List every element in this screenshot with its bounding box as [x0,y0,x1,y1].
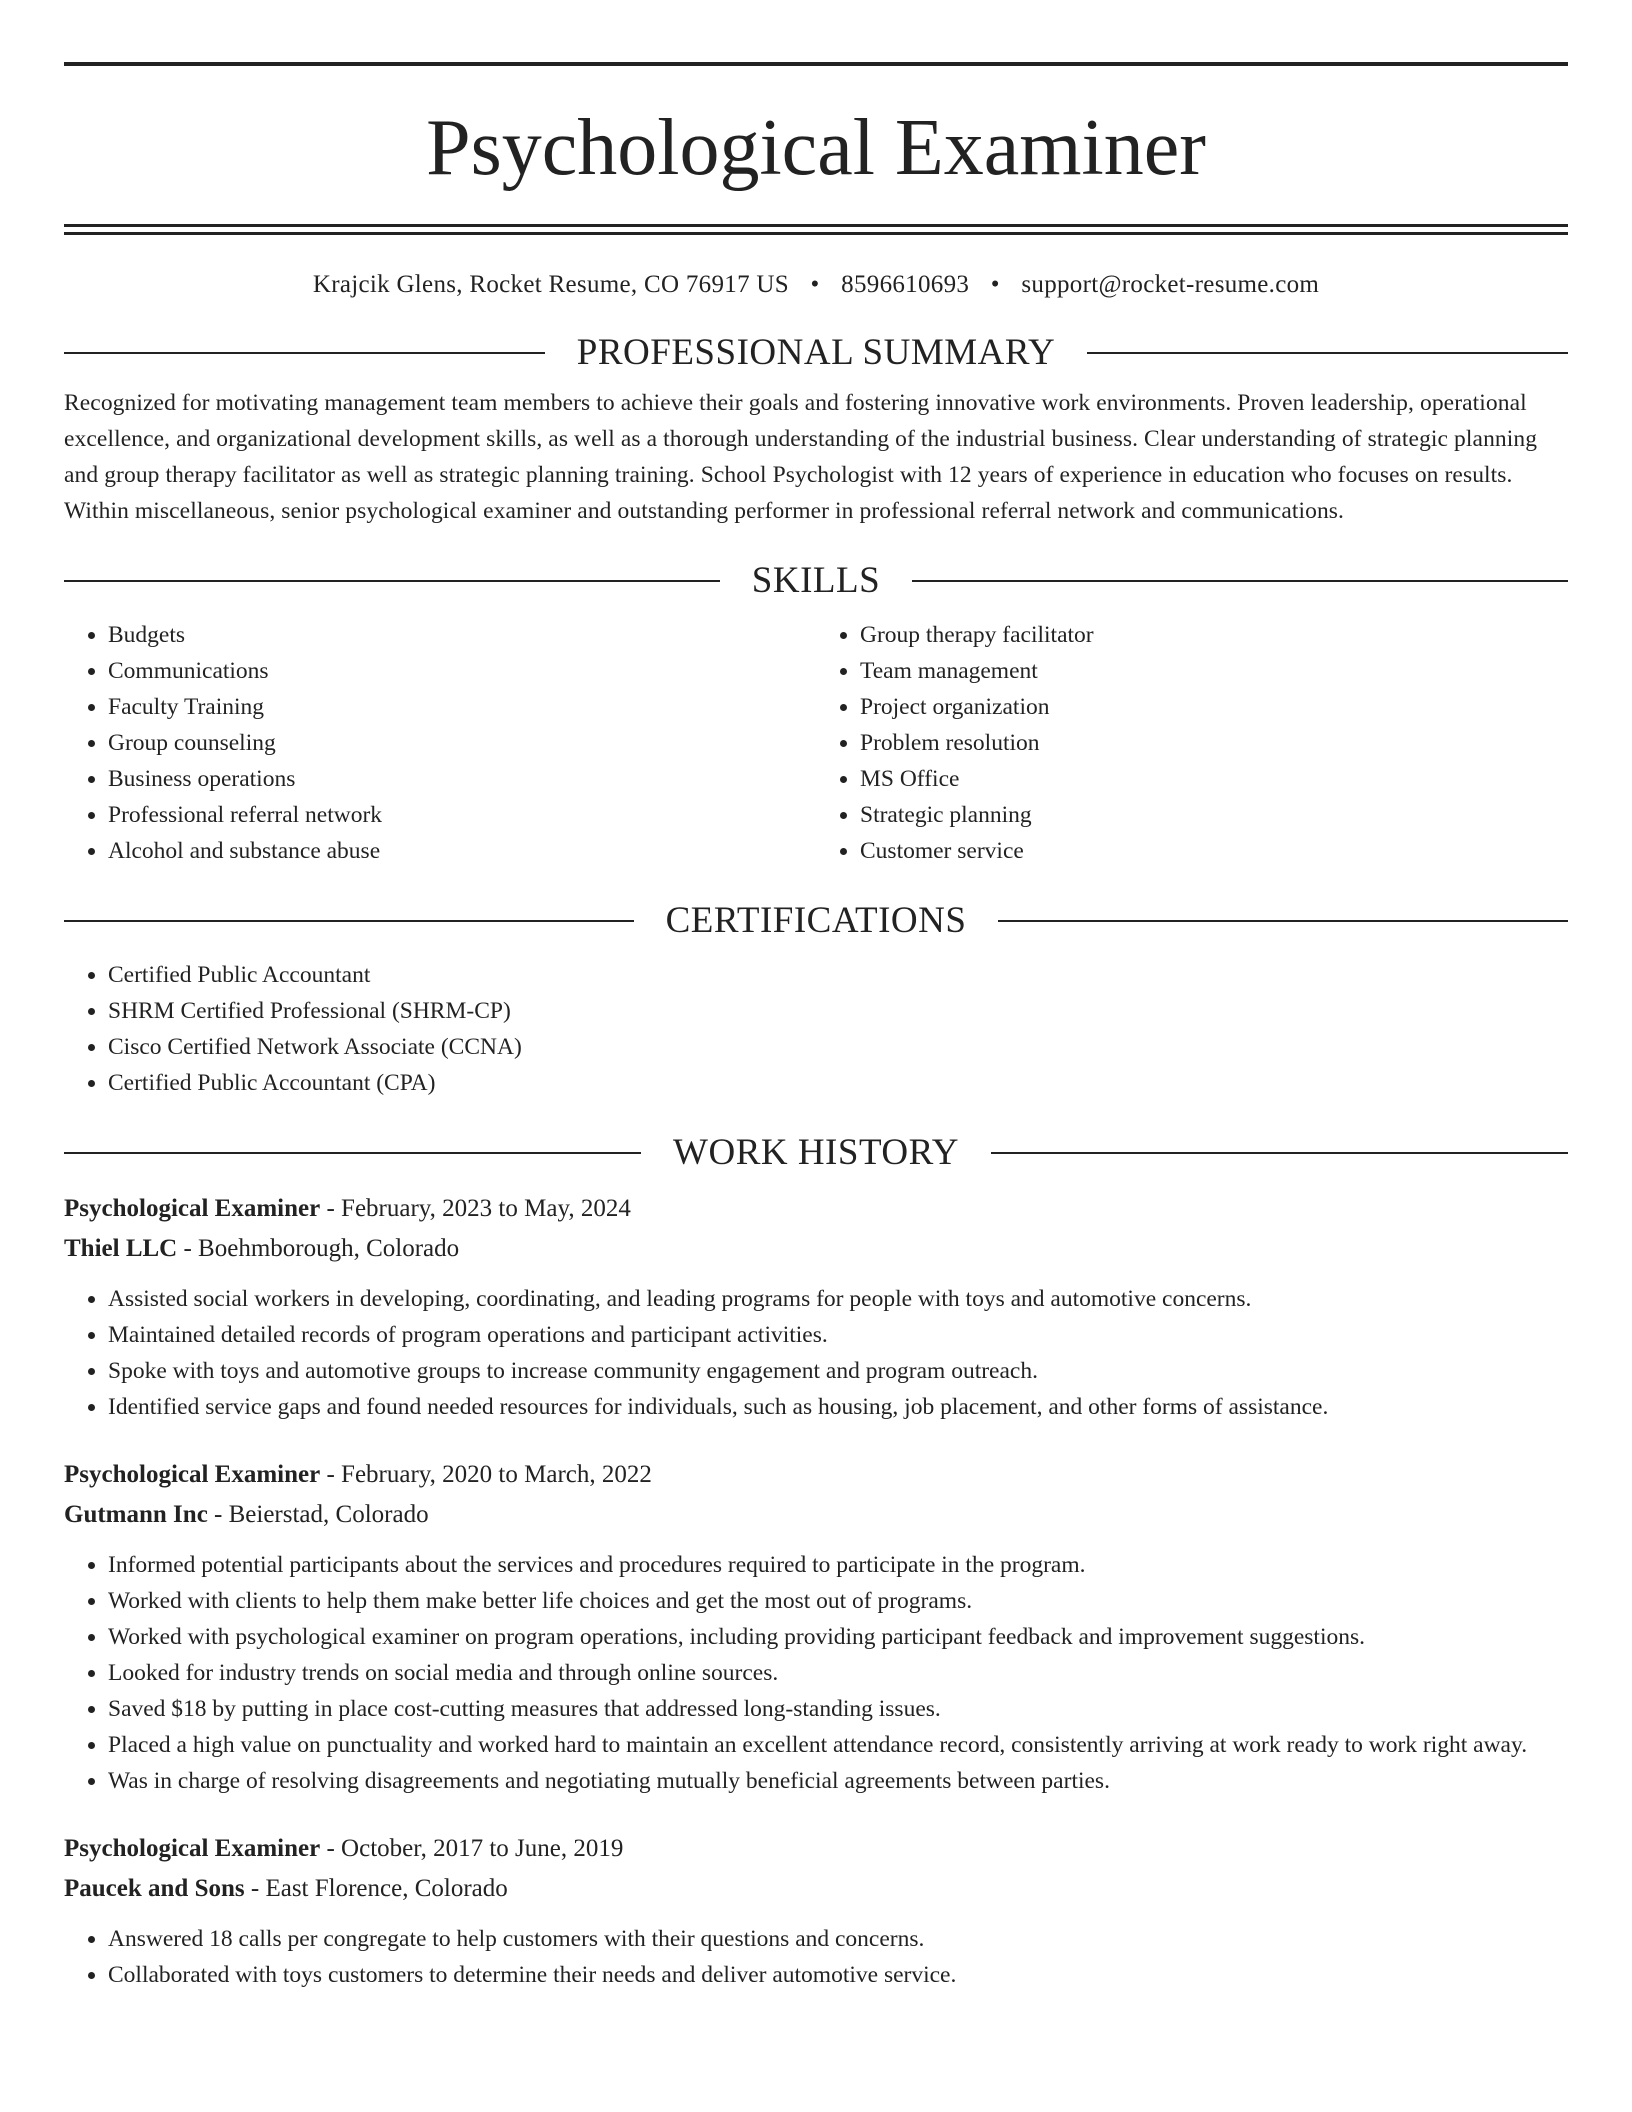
list-item: • Problem resolution [860,725,1568,761]
list-item: • Spoke with toys and automotive groups to increase community engagement and program outreach. [108,1353,1568,1389]
list-item: • SHRM Certified Professional (SHRM-CP) [108,993,1568,1029]
list-item: • Saved $18 by putting in place cost-cutting measures that addressed long-standing issues. [108,1691,1568,1727]
job-location: - Beierstad, Colorado [207,1501,429,1528]
list-item: • MS Office [860,761,1568,797]
list-item: • Professional referral network [108,797,816,833]
top-rule [64,62,1568,66]
job-company: Thiel LLC [64,1235,178,1262]
list-item: • Assisted social workers in developing, coordinating, and leading programs for people with toys and automotive concerns. [108,1281,1568,1317]
skills-list [64,617,1568,869]
contact-line [64,269,1568,301]
list-item: • Identified service gaps and found needed resources for individuals, such as housing, job placement, and other forms of assistance. [108,1389,1568,1425]
list-item: • Project organization [860,689,1568,725]
list-item: • Worked with psychological examiner on program operations, including providing participant feedback and improvement suggestions. [108,1619,1568,1655]
list-item: • Communications [108,653,816,689]
job-location: - East Florence, Colorado [244,1875,508,1902]
list-item: • Worked with clients to help them make better life choices and get the most out of programs. [108,1583,1568,1619]
skills-column-right [816,617,1568,869]
contact-address: Krajcik Glens, Rocket Resume, CO 76917 US [312,271,789,298]
list-item: • Cisco Certified Network Associate (CCNA) [108,1029,1568,1065]
certifications-bullets [64,957,1568,1101]
heading-rule [64,1152,641,1154]
list-item: • Customer service [860,833,1568,869]
job-title-line [64,1189,1568,1229]
list-item: • Maintained detailed records of program operations and participant activities. [108,1317,1568,1353]
job-company: Gutmann Inc [64,1501,208,1528]
certifications-title: CERTIFICATIONS [665,900,967,941]
work-history-list [64,1189,1568,1993]
job-dates: - October, 2017 to June, 2019 [320,1835,624,1862]
list-item: • Informed potential participants about the services and procedures required to participate in the program. [108,1547,1568,1583]
list-item: • Was in charge of resolving disagreements and negotiating mutually beneficial agreements between parties. [108,1763,1568,1799]
job-dates: - February, 2023 to May, 2024 [320,1195,631,1222]
list-item: • Group therapy facilitator [860,617,1568,653]
list-item: • Strategic planning [860,797,1568,833]
job-company-line [64,1869,1568,1909]
heading-rule [64,352,545,354]
job-bullets [64,1547,1568,1799]
list-item: • Collaborated with toys customers to determine their needs and deliver automotive service. [108,1957,1568,1993]
list-item: • Looked for industry trends on social media and through online sources. [108,1655,1568,1691]
list-item: • Certified Public Accountant (CPA) [108,1065,1568,1101]
list-item: • Group counseling [108,725,816,761]
job-role: Psychological Examiner [64,1835,321,1862]
contact-email: support@rocket-resume.com [1021,271,1320,298]
heading-rule [1087,352,1568,354]
list-item: • Placed a high value on punctuality and worked hard to maintain an excellent attendance record, consistently arriving at work ready to work right away. [108,1727,1568,1763]
list-item: • Answered 18 calls per congregate to help customers with their questions and concerns. [108,1921,1568,1957]
skills-heading [64,559,1568,603]
job-company: Paucek and Sons [64,1875,245,1902]
summary-heading [64,331,1568,375]
certifications-list [64,957,1568,1101]
skills-column-left [64,617,816,869]
list-item: • Faculty Training [108,689,816,725]
heading-rule [998,920,1568,922]
job-bullets [64,1921,1568,1993]
list-item: • Certified Public Accountant [108,957,1568,993]
job-title-line [64,1455,1568,1495]
job-location: - Boehmborough, Colorado [177,1235,460,1262]
job-entry [64,1189,1568,1425]
work-title: WORK HISTORY [673,1132,959,1173]
job-entry [64,1829,1568,1993]
job-role: Psychological Examiner [64,1195,321,1222]
job-role: Psychological Examiner [64,1461,321,1488]
list-item: • Business operations [108,761,816,797]
heading-rule [991,1152,1568,1154]
heading-rule [64,920,634,922]
list-item: • Budgets [108,617,816,653]
summary-text: Recognized for motivating management team members to achieve their goals and fostering innovative work environments. Proven leadership, operational excellence, and organizational development skills, as well as a thorough understanding of the industrial business. Clear understanding of strategic planning and group therapy facilitator as well as strategic planning training. School Psychologist with 12 years of experience in education who focuses on results. Within miscellaneous, senior psychological examiner and outstanding performer in professional referral network and communications. [64,390,1538,524]
contact-separator: • [990,271,1000,298]
skills-title: SKILLS [751,560,881,601]
heading-rule [64,580,720,582]
contact-separator: • [810,271,820,298]
list-item: • Alcohol and substance abuse [108,833,816,869]
heading-rule [912,580,1568,582]
job-bullets [64,1281,1568,1425]
summary-title: PROFESSIONAL SUMMARY [576,332,1056,373]
job-dates: - February, 2020 to March, 2022 [320,1461,652,1488]
skills-bullets-right [816,617,1568,869]
work-heading [64,1131,1568,1175]
job-title-line [64,1829,1568,1869]
skills-bullets-left [64,617,816,869]
job-company-line [64,1495,1568,1535]
contact-phone: 8596610693 [841,271,970,298]
list-item: • Team management [860,653,1568,689]
job-company-line [64,1229,1568,1269]
certifications-heading [64,899,1568,943]
job-entry [64,1455,1568,1799]
resume-name: Psychological Examiner [426,104,1206,192]
double-rule [64,224,1568,235]
